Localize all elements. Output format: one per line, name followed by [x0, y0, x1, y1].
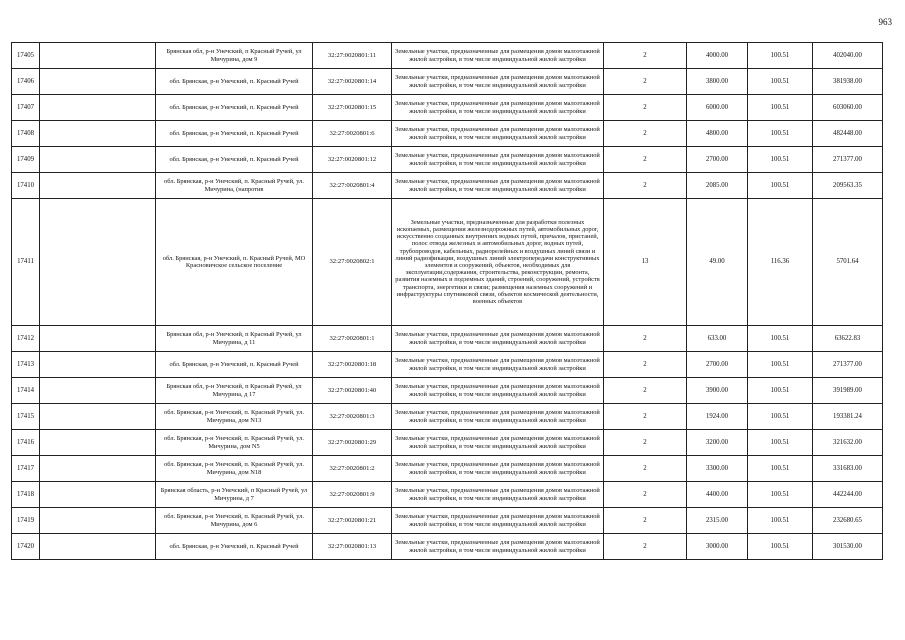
specific-value-cell: 100.51 — [748, 326, 813, 352]
area-cell: 633.00 — [687, 326, 748, 352]
use-group-cell: 2 — [604, 147, 687, 173]
use-group-cell: 2 — [604, 456, 687, 482]
table-row — [12, 147, 883, 173]
table-row — [12, 508, 883, 534]
table-row — [12, 456, 883, 482]
table-row — [12, 482, 883, 508]
cadastral-number-cell: 32:27:0020801:18 — [313, 352, 392, 378]
row-number-cell: 17418 — [12, 482, 40, 508]
table-row — [12, 352, 883, 378]
cadastral-value-cell: 442244.00 — [813, 482, 883, 508]
spacer-cell — [40, 121, 156, 147]
table-row — [12, 404, 883, 430]
spacer-cell — [40, 378, 156, 404]
cadastral-value-cell: 331683.00 — [813, 456, 883, 482]
use-group-cell: 2 — [604, 352, 687, 378]
table-row — [12, 199, 883, 326]
land-use-cell: Земельные участки, предназначенные для размещения домов малоэтажной жилой застройки, в том числе индивидуальной жилой застройки — [392, 95, 604, 121]
area-cell: 2085.00 — [687, 173, 748, 199]
land-use-cell: Земельные участки, предназначенные для размещения домов малоэтажной жилой застройки, в том числе индивидуальной жилой застройки — [392, 352, 604, 378]
specific-value-cell: 116.36 — [748, 199, 813, 326]
cadastral-value-table — [11, 42, 883, 560]
use-group-cell: 2 — [604, 121, 687, 147]
cadastral-value-cell: 232680.65 — [813, 508, 883, 534]
cadastral-value-cell: 391989.00 — [813, 378, 883, 404]
cadastral-number-cell: 32:27:0020801:6 — [313, 121, 392, 147]
use-group-cell: 2 — [604, 173, 687, 199]
spacer-cell — [40, 456, 156, 482]
specific-value-cell: 100.51 — [748, 482, 813, 508]
cadastral-value-cell: 5701.64 — [813, 199, 883, 326]
spacer-cell — [40, 95, 156, 121]
cadastral-number-cell: 32:27:0020801:15 — [313, 95, 392, 121]
area-cell: 4800.00 — [687, 121, 748, 147]
address-cell: обл. Брянская, р-н Унечский, п. Красный Ручей — [156, 352, 313, 378]
cadastral-value-cell: 603060.00 — [813, 95, 883, 121]
use-group-cell: 13 — [604, 199, 687, 326]
table-body — [12, 43, 883, 560]
row-number-cell: 17420 — [12, 534, 40, 560]
specific-value-cell: 100.51 — [748, 173, 813, 199]
cadastral-value-cell: 321632.00 — [813, 430, 883, 456]
row-number-cell: 17413 — [12, 352, 40, 378]
cadastral-number-cell: 32:27:0020801:29 — [313, 430, 392, 456]
cadastral-value-cell: 301530.00 — [813, 534, 883, 560]
use-group-cell: 2 — [604, 404, 687, 430]
address-cell: обл. Брянская, р-н Унечский, п. Красный Ручей — [156, 147, 313, 173]
use-group-cell: 2 — [604, 534, 687, 560]
address-cell: обл. Брянская, р-н Унечский, п. Красный Ручей, ул. Мичурина, (напротив — [156, 173, 313, 199]
use-group-cell: 2 — [604, 43, 687, 69]
row-number-cell: 17412 — [12, 326, 40, 352]
specific-value-cell: 100.51 — [748, 404, 813, 430]
table-row — [12, 121, 883, 147]
cadastral-number-cell: 32:27:0020801:40 — [313, 378, 392, 404]
address-cell: обл. Брянская, р-н Унечский, п. Красный Ручей, ул. Мичурина, дом N5 — [156, 430, 313, 456]
spacer-cell — [40, 430, 156, 456]
area-cell: 3200.00 — [687, 430, 748, 456]
use-group-cell: 2 — [604, 69, 687, 95]
table-row — [12, 534, 883, 560]
address-cell: обл. Брянская, р-н Унечский, п. Красный Ручей — [156, 534, 313, 560]
table-row — [12, 43, 883, 69]
cadastral-number-cell: 32:27:0020802:1 — [313, 199, 392, 326]
cadastral-value-cell: 193381.24 — [813, 404, 883, 430]
row-number-cell: 17414 — [12, 378, 40, 404]
area-cell: 49.00 — [687, 199, 748, 326]
specific-value-cell: 100.51 — [748, 430, 813, 456]
specific-value-cell: 100.51 — [748, 456, 813, 482]
address-cell: обл. Брянская, р-н Унечский, п. Красный Ручей — [156, 121, 313, 147]
address-cell: обл. Брянская, р-н Унечский, п. Красный Ручей — [156, 69, 313, 95]
row-number-cell: 17419 — [12, 508, 40, 534]
use-group-cell: 2 — [604, 430, 687, 456]
address-cell: Брянская область, р-н Унечский, п Красный Ручей, ул Мичурина, д 7 — [156, 482, 313, 508]
row-number-cell: 17410 — [12, 173, 40, 199]
specific-value-cell: 100.51 — [748, 69, 813, 95]
use-group-cell: 2 — [604, 482, 687, 508]
area-cell: 2700.00 — [687, 352, 748, 378]
spacer-cell — [40, 508, 156, 534]
spacer-cell — [40, 173, 156, 199]
land-use-cell: Земельные участки, предназначенные для размещения домов малоэтажной жилой застройки, в том числе индивидуальной жилой застройки — [392, 121, 604, 147]
address-cell: обл. Брянская, р-н Унечский, п. Красный Ручей, ул. Мичурина, дом N18 — [156, 456, 313, 482]
area-cell: 4400.00 — [687, 482, 748, 508]
land-use-cell: Земельные участки, предназначенные для размещения домов малоэтажной жилой застройки, в том числе индивидуальной жилой застройки — [392, 378, 604, 404]
specific-value-cell: 100.51 — [748, 352, 813, 378]
land-use-cell: Земельные участки, предназначенные для размещения домов малоэтажной жилой застройки, в том числе индивидуальной жилой застройки — [392, 430, 604, 456]
specific-value-cell: 100.51 — [748, 378, 813, 404]
cadastral-number-cell: 32:27:0020801:3 — [313, 404, 392, 430]
area-cell: 3800.00 — [687, 69, 748, 95]
address-cell: обл. Брянская, р-н Унечский, п. Красный Ручей — [156, 95, 313, 121]
row-number-cell: 17416 — [12, 430, 40, 456]
land-use-cell: Земельные участки, предназначенные для размещения домов малоэтажной жилой застройки, в том числе индивидуальной жилой застройки — [392, 326, 604, 352]
address-cell: обл. Брянская, р-н Унечский, п. Красный Ручей, ул. Мичурина, дом N13 — [156, 404, 313, 430]
spacer-cell — [40, 147, 156, 173]
cadastral-number-cell: 32:27:0020801:14 — [313, 69, 392, 95]
use-group-cell: 2 — [604, 95, 687, 121]
address-cell: Брянская обл, р-н Унечский, п Красный Ручей, ул Мичурина, дом 9 — [156, 43, 313, 69]
spacer-cell — [40, 199, 156, 326]
spacer-cell — [40, 534, 156, 560]
row-number-cell: 17405 — [12, 43, 40, 69]
area-cell: 6000.00 — [687, 95, 748, 121]
use-group-cell: 2 — [604, 378, 687, 404]
land-use-cell: Земельные участки, предназначенные для размещения домов малоэтажной жилой застройки, в том числе индивидуальной жилой застройки — [392, 173, 604, 199]
area-cell: 3900.00 — [687, 378, 748, 404]
spacer-cell — [40, 43, 156, 69]
table-row — [12, 430, 883, 456]
address-cell: Брянская обл, р-н Унечский, п Красный Ручей, ул Мичурина, д 11 — [156, 326, 313, 352]
row-number-cell: 17408 — [12, 121, 40, 147]
cadastral-value-cell: 63622.83 — [813, 326, 883, 352]
use-group-cell: 2 — [604, 326, 687, 352]
land-use-cell: Земельные участки, предназначенные для размещения домов малоэтажной жилой застройки, в том числе индивидуальной жилой застройки — [392, 534, 604, 560]
spacer-cell — [40, 404, 156, 430]
cadastral-value-cell: 402040.00 — [813, 43, 883, 69]
specific-value-cell: 100.51 — [748, 95, 813, 121]
cadastral-number-cell: 32:27:0020801:13 — [313, 534, 392, 560]
cadastral-number-cell: 32:27:0020801:12 — [313, 147, 392, 173]
land-use-cell: Земельные участки, предназначенные для разработки полезных ископаемых, размещения железнодорожных путей, автомобильных дорог, искусственно созданных внутренних водных путей, причалов, пристаней, полос отвода железных и автомобильных дорог, водных путей, трубопроводов, кабельных, радиорелейных и воздушных линий связи и линий радиофикации, воздушных линий электропередачи конструктивных элементов и сооружений, объектов, необходимых для эксплуатации,содержания, строительства, реконструкции, ремонта, развития наземных и подземных зданий, строений, сооружений, устройств транспорта, энергетики и связи; размещения наземных сооружений и инфраструктуры спутниковой связи, объектов космической деятельности, военных объектов — [392, 199, 604, 326]
area-cell: 2700.00 — [687, 147, 748, 173]
cadastral-number-cell: 32:27:0020801:4 — [313, 173, 392, 199]
land-use-cell: Земельные участки, предназначенные для размещения домов малоэтажной жилой застройки, в том числе индивидуальной жилой застройки — [392, 456, 604, 482]
area-cell: 3000.00 — [687, 534, 748, 560]
specific-value-cell: 100.51 — [748, 43, 813, 69]
area-cell: 1924.00 — [687, 404, 748, 430]
row-number-cell: 17417 — [12, 456, 40, 482]
table-row — [12, 173, 883, 199]
land-use-cell: Земельные участки, предназначенные для размещения домов малоэтажной жилой застройки, в том числе индивидуальной жилой застройки — [392, 43, 604, 69]
row-number-cell: 17411 — [12, 199, 40, 326]
cadastral-value-cell: 271377.00 — [813, 352, 883, 378]
address-cell: обл. Брянская, р-н Унечский, п. Красный Ручей, ул. Мичурина, дом 6 — [156, 508, 313, 534]
land-use-cell: Земельные участки, предназначенные для размещения домов малоэтажной жилой застройки, в том числе индивидуальной жилой застройки — [392, 69, 604, 95]
row-number-cell: 17409 — [12, 147, 40, 173]
table-row — [12, 69, 883, 95]
spacer-cell — [40, 352, 156, 378]
cadastral-number-cell: 32:27:0020801:11 — [313, 43, 392, 69]
specific-value-cell: 100.51 — [748, 508, 813, 534]
cadastral-number-cell: 32:27:0020801:1 — [313, 326, 392, 352]
cadastral-number-cell: 32:27:0020801:9 — [313, 482, 392, 508]
cadastral-value-cell: 271377.00 — [813, 147, 883, 173]
table-row — [12, 95, 883, 121]
area-cell: 2315.00 — [687, 508, 748, 534]
row-number-cell: 17415 — [12, 404, 40, 430]
land-use-cell: Земельные участки, предназначенные для размещения домов малоэтажной жилой застройки, в том числе индивидуальной жилой застройки — [392, 147, 604, 173]
row-number-cell: 17406 — [12, 69, 40, 95]
specific-value-cell: 100.51 — [748, 147, 813, 173]
land-use-cell: Земельные участки, предназначенные для размещения домов малоэтажной жилой застройки, в том числе индивидуальной жилой застройки — [392, 482, 604, 508]
specific-value-cell: 100.51 — [748, 534, 813, 560]
area-cell: 3300.00 — [687, 456, 748, 482]
cadastral-value-cell: 381938.00 — [813, 69, 883, 95]
land-use-cell: Земельные участки, предназначенные для размещения домов малоэтажной жилой застройки, в том числе индивидуальной жилой застройки — [392, 508, 604, 534]
cadastral-value-cell: 482448.00 — [813, 121, 883, 147]
cadastral-number-cell: 32:27:0020801:21 — [313, 508, 392, 534]
spacer-cell — [40, 69, 156, 95]
table-row — [12, 378, 883, 404]
address-cell: Брянская обл, р-н Унечский, п Красный Ручей, ул Мичурина, д 17 — [156, 378, 313, 404]
use-group-cell: 2 — [604, 508, 687, 534]
page-number: 963 — [878, 17, 892, 27]
area-cell: 4000.00 — [687, 43, 748, 69]
specific-value-cell: 100.51 — [748, 121, 813, 147]
address-cell: обл. Брянская, р-н Унечский, п. Красный Ручей, МО Красновичское сельское поселение — [156, 199, 313, 326]
spacer-cell — [40, 482, 156, 508]
cadastral-number-cell: 32:27:0020801:2 — [313, 456, 392, 482]
cadastral-value-cell: 209563.35 — [813, 173, 883, 199]
spacer-cell — [40, 326, 156, 352]
table-row — [12, 326, 883, 352]
row-number-cell: 17407 — [12, 95, 40, 121]
land-use-cell: Земельные участки, предназначенные для размещения домов малоэтажной жилой застройки, в том числе индивидуальной жилой застройки — [392, 404, 604, 430]
